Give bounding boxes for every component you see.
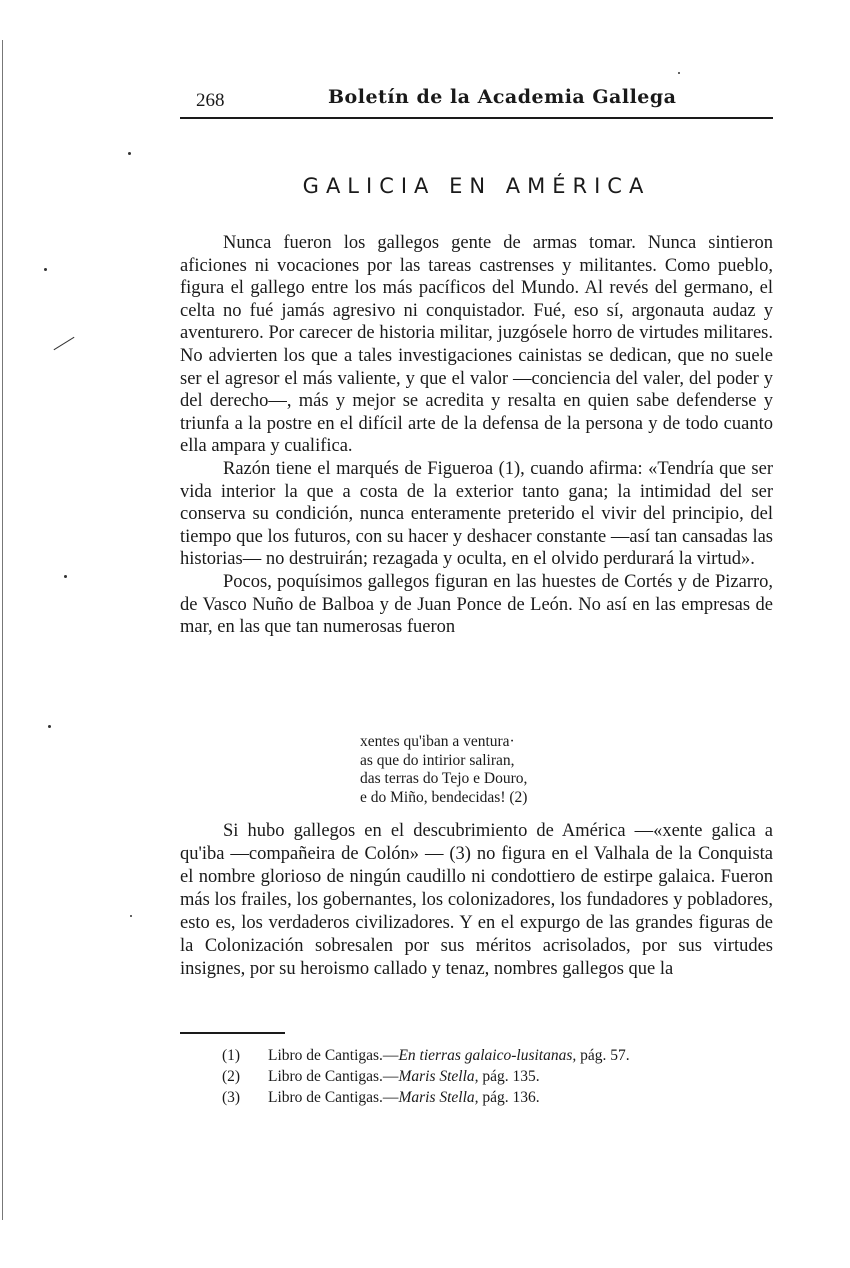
paragraph: Si hubo gallegos en el descubrimiento de América —«xente galica a qu'iba —compañeira de Colón» — (3) no figura en el Valhala de la Conquista el nombre glorioso de ningún caudillo ni condottiero de estirpe galaica. Fueron más los frailes, los gobernantes, los colonizadores, los fundadores y pobladores, esto es, los verdaderos civilizadores. Y en el expurgo de las grandes figuras de la Colonización sobresalen por sus méritos acrisolados, por sus virtudes insignes, por su heroismo callado y tenaz, nombres gallegos que la xyxy=(180,821,773,979)
paragraph: Pocos, poquísimos gallegos figuran en las huestes de Cortés y de Pizarro, de Vasco Nuño de Balboa y de Juan Ponce de León. No así en las empresas de mar, en las que tan numerosas fueron xyxy=(180,571,773,638)
scan-speck xyxy=(128,152,131,155)
scan-speck xyxy=(2,40,3,1220)
footnotes xyxy=(222,1045,782,1108)
verse-line: das terras do Tejo e Douro, xyxy=(360,770,528,788)
footnote-page: pág. 136. xyxy=(482,1089,540,1106)
footnote xyxy=(222,1066,782,1087)
verse-line: e do Miño, bendecidas! (2) xyxy=(360,788,528,806)
page-number: 268 xyxy=(196,90,225,111)
footnote-page: pág. 57. xyxy=(580,1047,630,1064)
footnote-number: (3) xyxy=(222,1089,241,1106)
section-title: GALICIA EN AMÉRICA xyxy=(302,174,651,198)
body-text-continued xyxy=(180,820,773,981)
footnote-source: Libro de Cantigas.— xyxy=(268,1089,399,1106)
body-text xyxy=(180,232,773,639)
scan-speck xyxy=(64,575,67,578)
footnote-source: Libro de Cantigas.— xyxy=(268,1068,399,1085)
footnote-rule xyxy=(180,1032,285,1034)
footnote-title: Maris Stella, xyxy=(398,1089,479,1106)
footnote xyxy=(222,1087,782,1108)
verse-quote xyxy=(360,733,660,807)
footnote-number: (1) xyxy=(222,1047,241,1064)
footnote-number: (2) xyxy=(222,1068,241,1085)
scan-speck xyxy=(44,268,47,271)
scan-speck xyxy=(678,72,680,74)
footnote-title: En tierras galaico-lusitanas, xyxy=(398,1047,577,1064)
running-header xyxy=(180,86,773,116)
header-rule xyxy=(180,117,773,119)
scan-speck xyxy=(48,725,51,728)
verse-line: as que do intirior saliran, xyxy=(360,751,515,769)
verse-line: xentes qu'iban a ventura· xyxy=(360,733,515,750)
journal-title: Boletín de la Academia Gallega xyxy=(328,86,677,108)
footnote-page: pág. 135. xyxy=(482,1068,540,1085)
footnote xyxy=(222,1045,782,1066)
paragraph: Nunca fueron los gallegos gente de armas tomar. Nunca sintieron aficiones ni vocaciones por las tareas castrenses y militantes. Como pueblo, figura el gallego entre los más pacíficos del Mundo. Al revés del germano, el celta no fué jamás agresivo ni conquistador. Fué, eso sí, argonauta audaz y aventurero. Por carecer de historia militar, juzgósele horro de virtudes militares. No advierten los que a tales investigaciones cainistas se dedican, que no suele ser el agresor el más valiente, y que el valor —conciencia del valer, del poder y del derecho—, más y mejor se acredita y resalta en quien sabe defenderse y triunfa a la postre en el difícil arte de la defensa de la persona y de todo cuanto ella ampara y cualifica. xyxy=(180,233,773,457)
footnote-title: Maris Stella, xyxy=(398,1068,479,1085)
paragraph: Razón tiene el marqués de Figueroa (1), cuando afirma: «Tendría que ser vida interior la que a costa de la exterior tanto gana; la intimidad del ser conserva su condición, nunca enteramente preterido el vivir del principio, del tiempo que los futuros, con su hacer y deshacer constante —así tan cansadas las historias— no destruirán; rezagada y oculta, en el olvido perdurará la virtud». xyxy=(180,458,773,570)
footnote-source: Libro de Cantigas.— xyxy=(268,1047,399,1064)
scan-speck xyxy=(130,915,132,917)
scan-mark xyxy=(54,337,75,351)
